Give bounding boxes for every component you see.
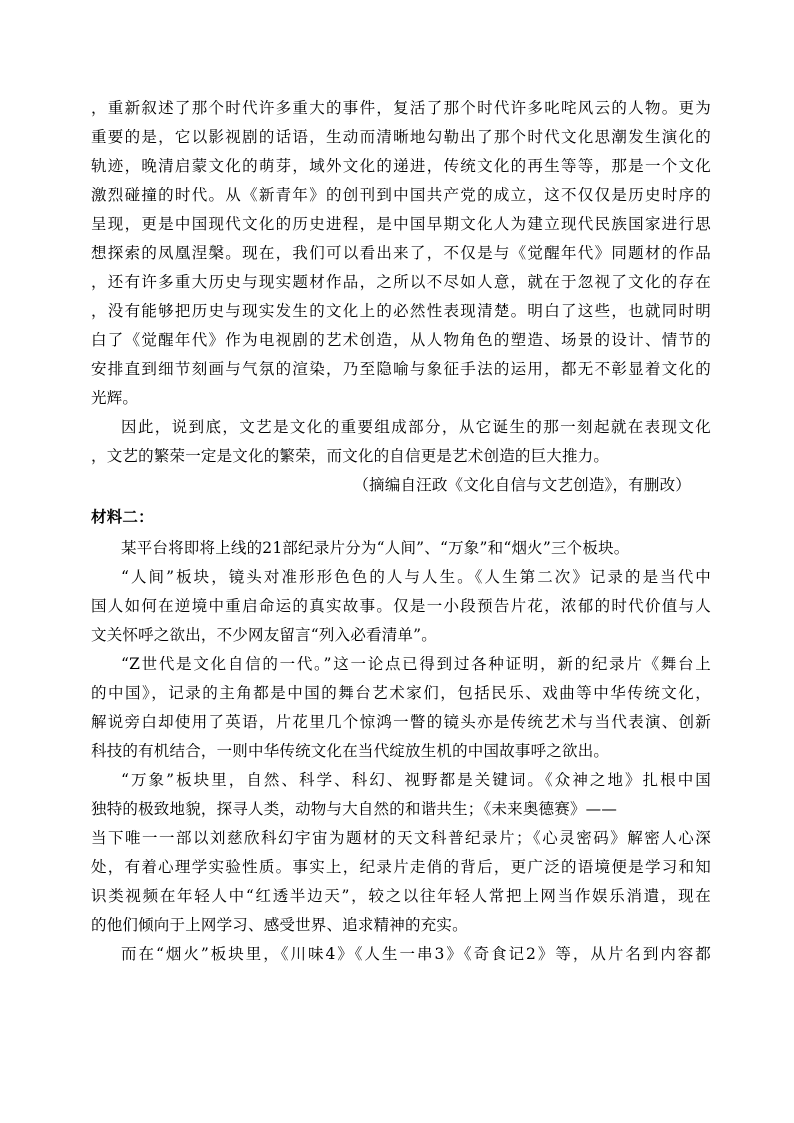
text-line: 轨迹，晚清启蒙文化的萌芽，域外文化的递进，传统文化的再生等等，那是一个文化: [91, 157, 711, 175]
text-line: 的中国》，记录的主角都是中国的舞台艺术家们，包括民乐、戏曲等中华传统文化，: [91, 684, 711, 702]
section-heading: 材料二：: [91, 507, 154, 526]
text-line: “万象”板块里，自然、科学、科幻、视野都是关键词。《众神之地》扎根中国: [121, 771, 711, 789]
text-line: ，还有许多重大历史与现实题材作品，之所以不尽如人意，就在于忽视了文化的存在: [91, 273, 711, 291]
text-line: 激烈碰撞的时代。从《新青年》的创刊到中国共产党的成立，这不仅仅是历史时序的: [91, 186, 711, 204]
text-line: 呈现，更是中国现代文化的历史进程，是中国早期文化人为建立现代民族国家进行思: [91, 215, 711, 233]
text-line: 想探索的凤凰涅槃。现在，我们可以看出来了，不仅是与《觉醒年代》同题材的作品: [91, 244, 711, 262]
text-line: ，没有能够把历史与现实发生的文化上的必然性表现清楚。明白了这些，也就同时明: [91, 302, 711, 320]
text-line: 独特的极致地貌，探寻人类，动物与大自然的和谐共生；《未来奥德赛》——: [91, 800, 618, 818]
text-line: 而在“烟火”板块里，《川味4》《人生一串3》《奇食记2》等，从片名到内容都: [121, 945, 711, 963]
text-line: 安排直到细节刻画与气氛的渲染，乃至隐喻与象征手法的运用，都无不彰显着文化的: [91, 360, 711, 378]
text-line: 科技的有机结合，一则中华传统文化在当代绽放生机的中国故事呼之欲出。: [91, 742, 610, 760]
text-line: 文关怀呼之欲出，不少网友留言“列入必看清单”。: [91, 626, 437, 644]
text-line: 解说旁白却使用了英语，片花里几个惊鸿一瞥的镜头亦是传统艺术与当代表演、创新: [91, 713, 711, 731]
text-line: 当下唯一一部以刘慈欣科幻宇宙为题材的天文科普纪录片；《心灵密码》解密人心深: [91, 829, 711, 847]
source-citation: （摘编自汪政《文化自信与文艺创造》，有删改）: [353, 476, 691, 494]
text-line: 的他们倾向于上网学习、感受世界、追求精神的充实。: [91, 916, 468, 934]
text-line: 某平台将即将上线的21部纪录片分为“人间”、“万象”和“烟火”三个板块。: [121, 539, 630, 557]
text-line: 光辉。: [91, 389, 139, 407]
text-line: ，重新叙述了那个时代许多重大的事件，复活了那个时代许多叱咤风云的人物。更为: [91, 99, 711, 117]
text-line: 国人如何在逆境中重启命运的真实故事。仅是一小段预告片花，浓郁的时代价值与人: [91, 597, 711, 615]
text-line: 因此，说到底，文艺是文化的重要组成部分，从它诞生的那一刻起就在表现文化: [121, 418, 711, 436]
text-line: 重要的是，它以影视剧的话语，生动而清晰地勾勒出了那个时代文化思潮发生演化的: [91, 128, 711, 146]
text-line: 识类视频在年轻人中“红透半边天”，较之以往年轻人常把上网当作娱乐消遣，现在: [91, 887, 711, 905]
text-line: “Z世代是文化自信的一代。”这一论点已得到过各种证明，新的纪录片《舞台上: [121, 655, 711, 673]
text-line: 处，有着心理学实验性质。事实上，纪录片走俏的背后，更广泛的语境便是学习和知: [91, 858, 711, 876]
text-line: “人间”板块，镜头对准形形色色的人与人生。《人生第二次》记录的是当代中: [121, 568, 711, 586]
text-line: ，文艺的繁荣一定是文化的繁荣，而文化的自信更是艺术创造的巨大推力。: [91, 447, 610, 465]
text-line: 白了《觉醒年代》作为电视剧的艺术创造，从人物角色的塑造、场景的设计、情节的: [91, 331, 711, 349]
